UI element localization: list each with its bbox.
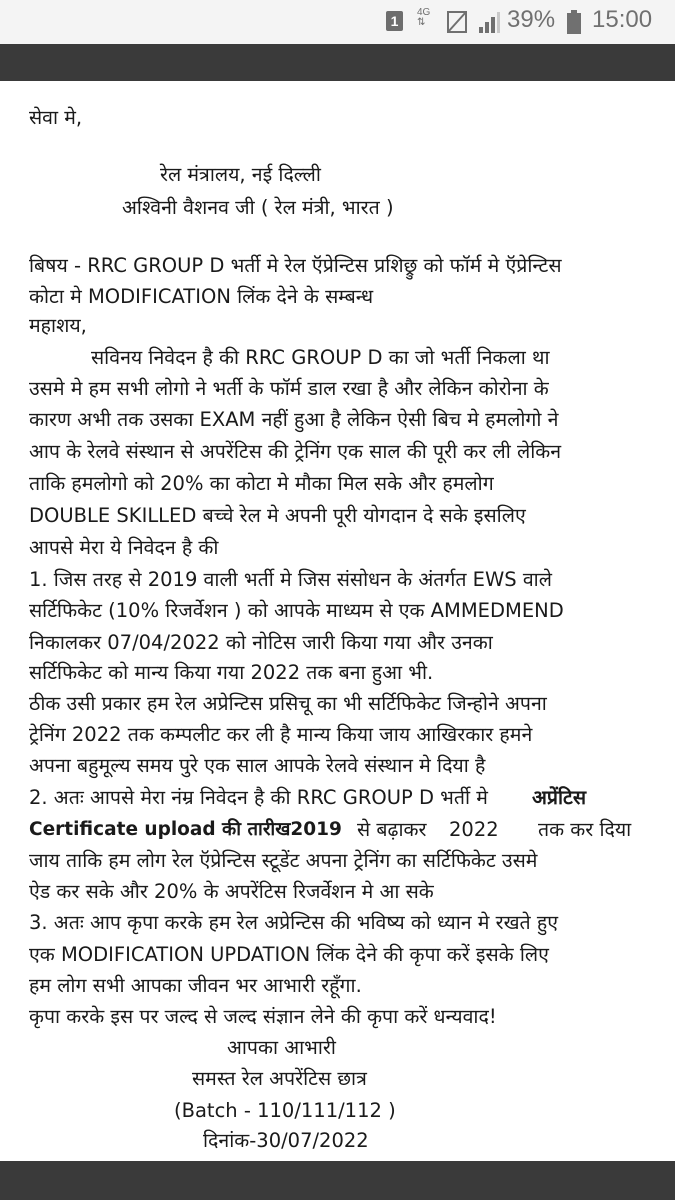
body-line: एक MODIFICATION UPDATION लिंक देने की कृपा करें इसके लिए [29, 943, 549, 966]
clock: 15:00 [592, 6, 653, 33]
letter-date: दिनांक-30/07/2022 [203, 1129, 369, 1152]
body-line: सर्टिफिकेट को मान्य किया गया 2022 तक बना हुआ भी. [29, 661, 434, 684]
body-line: ऐड कर सके और 20% के अपरेंटिस रिजर्वेशन मे आ सके [29, 880, 434, 903]
body-line: जाय ताकि हम लोग रेल ऍप्रेन्टिस स्टूडेंट अपना ट्रेनिंग का सर्टिफिकेट उसमे [29, 849, 538, 872]
body-line: DOUBLE SKILLED बच्चे रेल मे अपनी पूरी योगदान दे सके इसलिए [29, 504, 526, 527]
addressee-line: अश्विनी वैशनव जी ( रेल मंत्री, भारत ) [122, 196, 394, 219]
notification-badge: 1 [386, 11, 403, 31]
body-line: आप के रेलवे संस्थान से अपरेंटिस की ट्रेनिंग एक साल की पूरी कर ली लेकिन [29, 440, 562, 463]
body-line: निकालकर 07/04/2022 को नोटिस जारी किया गया और उनका [29, 631, 493, 654]
signal-strength-icon [478, 10, 500, 34]
battery-icon [567, 10, 581, 34]
body-line: ट्रेनिंग 2022 तक कम्पलीट कर ली है मान्य किया जाय आखिरकार हमने [29, 723, 533, 746]
body-line: अपना बहुमूल्य समय पुरे एक साल आपके रेलवे संस्थान मे दिया है [29, 754, 486, 777]
point-2-line: 2. अतः आपसे मेरा नंम्र निवेदन है की RRC GROUP D भर्ती मे [29, 786, 488, 809]
signatory: समस्त रेल अपरेंटिस छात्र [192, 1067, 367, 1090]
greeting: महाशय, [29, 314, 87, 337]
body-line: ताकि हमलोगो को 20% का कोटा मे मौका मिल सके और हमलोग [29, 472, 494, 495]
point-2-text: तक कर दिया [538, 818, 632, 841]
sim-icon [446, 10, 468, 34]
point-2-bold-phrase: Certificate upload की तारीख2019 [29, 819, 342, 840]
body-line: उसमे मे हम सभी लोगो ने भर्ती के फॉर्म डाल रखा है और लेकिन कोरोना के [29, 377, 549, 400]
app-toolbar [0, 44, 675, 81]
closing: आपका आभारी [227, 1036, 336, 1059]
subject-line: बिषय - RRC GROUP D भर्ती मे रेल ऍप्रेन्टिस प्रशिछ्रु को फॉर्म मे ऍप्रेन्टिस [29, 254, 562, 277]
point-2-year: 2022 [449, 818, 499, 841]
batch-info: (Batch - 110/111/112 ) [174, 1099, 396, 1122]
body-line: सविनय निवेदन है की RRC GROUP D का जो भर्ती निकला था [91, 346, 550, 369]
point-2-text: से बढ़ाकर [357, 818, 427, 841]
body-line: सर्टिफिकेट (10% रिजर्वेशन ) को आपके माध्यम से एक AMMEDMEND [29, 599, 564, 622]
subject-line: कोटा मे MODIFICATION लिंक देने के सम्बन्ध [29, 285, 374, 308]
body-line: कृपा करके इस पर जल्द से जल्द संज्ञान लेने की कृपा करें धन्यवाद! [29, 1005, 497, 1028]
battery-percentage: 39% [507, 6, 556, 33]
addressee-line: रेल मंत्रालय, नई दिल्ली [160, 163, 321, 186]
body-line: 3. अतः आप कृपा करके हम रेल अप्रेन्टिस की भविष्य को ध्यान मे रखते हुए [29, 911, 559, 934]
letter-image [0, 81, 675, 1161]
point-2-bold-word: अप्रेंटिस [532, 786, 587, 809]
bottom-bar [0, 1161, 675, 1200]
status-bar [0, 0, 675, 44]
network-type-label: 4G ⇅ [417, 7, 431, 28]
body-line: आपसे मेरा ये निवेदन है की [29, 536, 219, 559]
body-line: कारण अभी तक उसका EXAM नहीं हुआ है लेकिन ऐसी बिच मे हमलोगो ने [29, 408, 559, 431]
body-line: हम लोग सभी आपका जीवन भर आभारी रहूँगा. [29, 974, 362, 997]
salutation-to: सेवा मे, [29, 106, 83, 129]
body-line: ठीक उसी प्रकार हम रेल अप्रेन्टिस प्रसिचू का भी सर्टिफिकेट जिन्होने अपना [29, 692, 547, 715]
body-line: 1. जिस तरह से 2019 वाली भर्ती मे जिस संसोधन के अंतर्गत EWS वाले [29, 568, 552, 591]
